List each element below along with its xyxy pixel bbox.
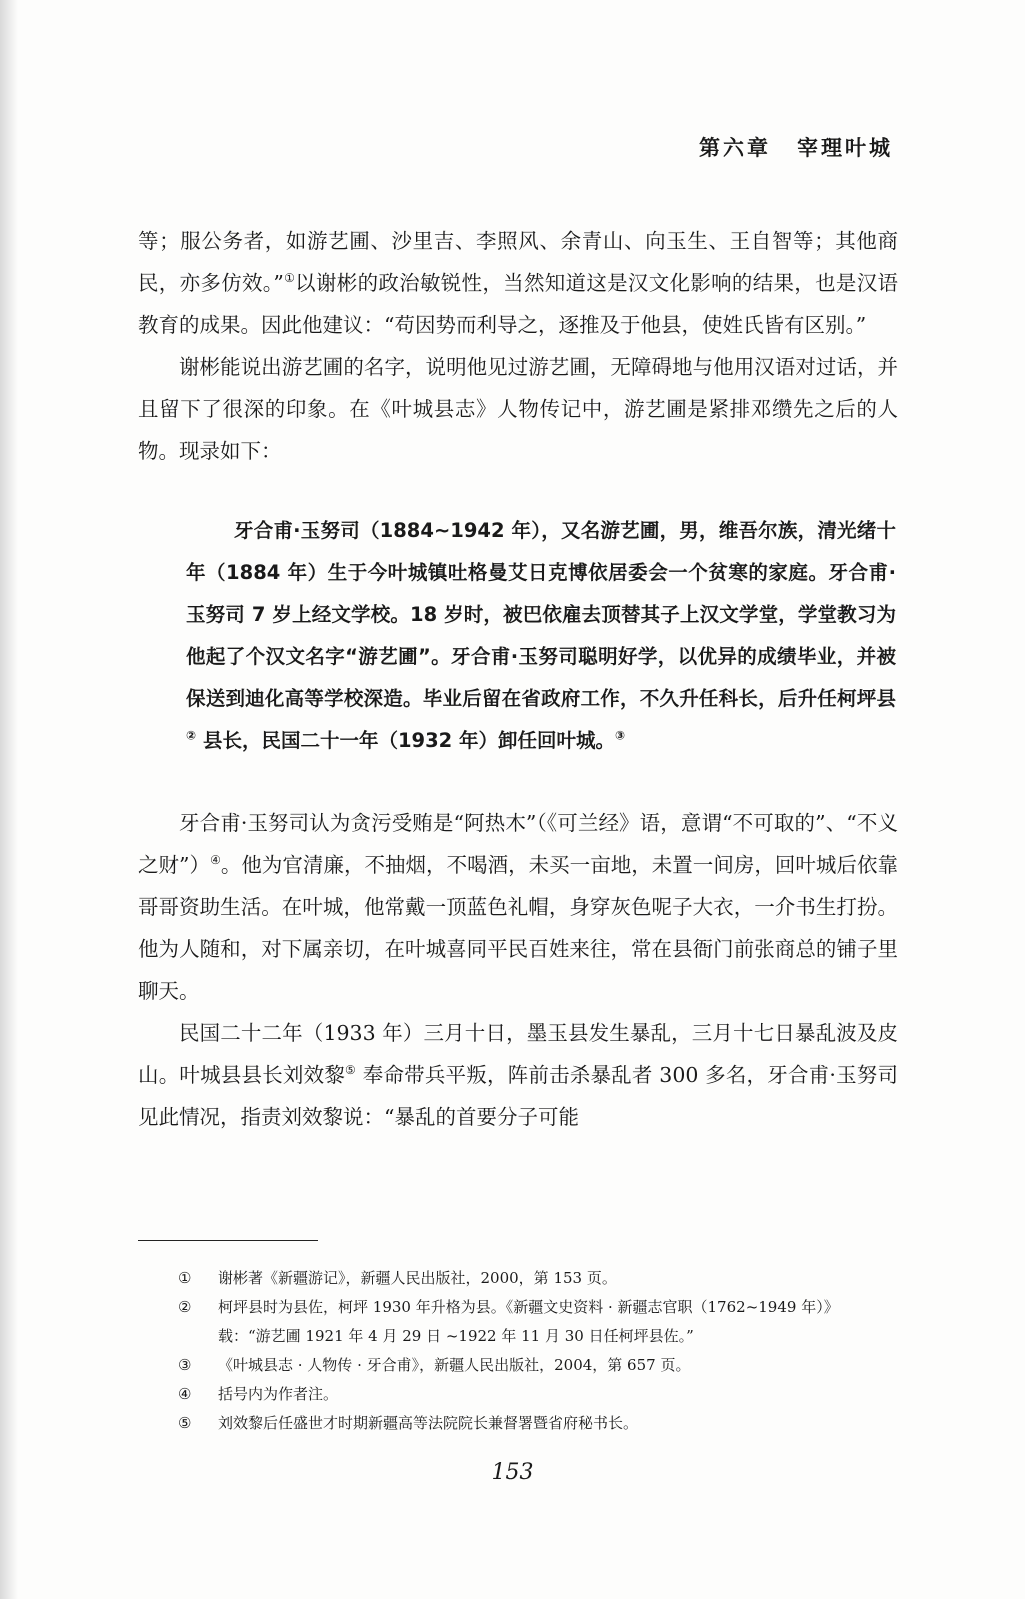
footnote-separator bbox=[138, 1240, 318, 1241]
footnote-ref[interactable]: ② bbox=[186, 728, 197, 743]
footnote-text: 谢彬著《新疆游记》，新疆人民出版社，2000，第 153 页。 bbox=[218, 1269, 617, 1287]
footnote-mark: ⑤ bbox=[178, 1414, 192, 1432]
footnote-item bbox=[178, 1351, 890, 1380]
footnote-mark: ② bbox=[178, 1298, 192, 1316]
paragraph: 牙合甫·玉努司认为贪污受贿是“阿热木”（《可兰经》语，意谓“不可取的”、“不义之财”）④。他为官清廉，不抽烟，不喝酒，未买一亩地，未置一间房，回叶城后依靠哥哥资助生活。在叶城，他常戴一顶蓝色礼帽，身穿灰色呢子大衣，一介书生打扮。他为人随和，对下属亲切，在叶城喜同平民百姓来往，常在县衙门前张商总的铺子里聊天。 bbox=[138, 811, 898, 1003]
page-number: 153 bbox=[491, 1460, 534, 1485]
footnote-item bbox=[178, 1380, 890, 1409]
footnote-ref[interactable]: ① bbox=[283, 271, 296, 286]
footnotes bbox=[178, 1264, 890, 1438]
footnote-text: 《叶城县志 · 人物传 · 牙合甫》，新疆人民出版社，2004，第 657 页。 bbox=[218, 1356, 691, 1374]
footnote-mark: ① bbox=[178, 1269, 192, 1287]
footnote-mark: ③ bbox=[178, 1356, 192, 1374]
footnote-item bbox=[178, 1264, 890, 1293]
block-quote: 牙合甫·玉努司（1884~1942 年），又名游艺圃，男，维吾尔族，清光绪十年（1884 年）生于今叶城镇吐格曼艾日克博依居委会一个贫寒的家庭。牙合甫·玉努司 7 岁上经文学校。18 岁时，被巴依雇去顶替其子上汉文学堂，学堂教习为他起了个汉文名字“游艺圃”。牙合甫·玉努司聪明好学，以优异的成绩毕业，并被保送到迪化高等学校深造。毕业后留在省政府工作，不久升任科长，后升任柯坪县② 县长，民国二十一年（1932 年）卸任回叶城。③ bbox=[186, 519, 896, 752]
running-head bbox=[699, 132, 893, 162]
footnote-item bbox=[178, 1409, 890, 1438]
body-text bbox=[138, 220, 898, 1138]
chapter-title: 宰理叶城 bbox=[797, 136, 893, 160]
chapter-number: 第六章 bbox=[699, 136, 771, 160]
paragraph: 等；服公务者，如游艺圃、沙里吉、李照风、余青山、向玉生、王自智等；其他商民，亦多仿效。”①以谢彬的政治敏锐性，当然知道这是汉文化影响的结果，也是汉语教育的成果。因此他建议：“苟因势而利导之，逐推及于他县，使姓氏皆有区别。” bbox=[138, 229, 898, 337]
paragraph: 谢彬能说出游艺圃的名字，说明他见过游艺圃，无障碍地与他用汉语对过话，并且留下了很深的印象。在《叶城县志》人物传记中，游艺圃是紧排邓缵先之后的人物。现录如下： bbox=[138, 355, 898, 463]
footnote-text: 柯坪县时为县佐，柯坪 1930 年升格为县。《新疆文史资料 · 新疆志官职（1762~1949 年）》载：“游艺圃 1921 年 4 月 29 日 ~1922 年 11 月 30 日任柯坪县佐。” bbox=[218, 1298, 839, 1345]
footnote-mark: ④ bbox=[178, 1385, 192, 1403]
footnote-text: 刘效黎后任盛世才时期新疆高等法院院长兼督署暨省府秘书长。 bbox=[218, 1414, 639, 1432]
footnote-text: 括号内为作者注。 bbox=[218, 1385, 339, 1403]
paragraph: 民国二十二年（1933 年）三月十日，墨玉县发生暴乱，三月十七日暴乱波及皮山。叶城县县长刘效黎⑤ 奉命带兵平叛，阵前击杀暴乱者 300 多名，牙合甫·玉努司见此情况，指责刘效黎说：“暴乱的首要分子可能 bbox=[138, 1021, 899, 1129]
footnote-ref[interactable]: ③ bbox=[615, 728, 626, 743]
footnote-ref[interactable]: ⑤ bbox=[345, 1063, 357, 1078]
footnote-item bbox=[178, 1293, 890, 1351]
footnote-ref[interactable]: ④ bbox=[210, 853, 221, 868]
